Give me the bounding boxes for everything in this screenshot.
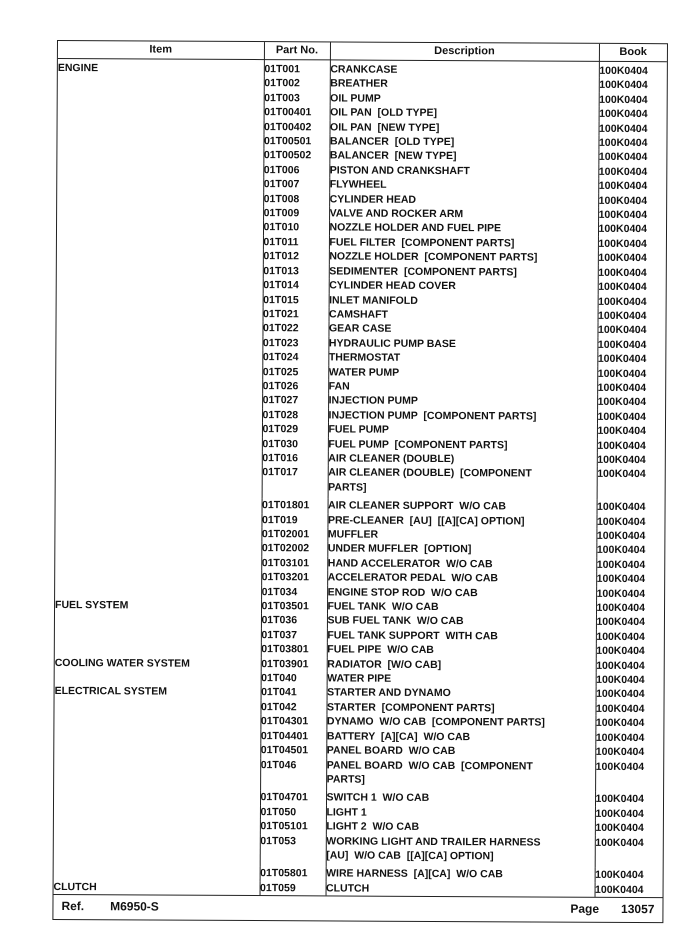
item-cell xyxy=(54,789,260,804)
description-cell: WATER PIPE xyxy=(327,671,596,687)
book-cell: 100K0404 xyxy=(598,194,648,207)
description-cell: DYNAMO W/O CAB [COMPONENT PARTS] xyxy=(326,715,595,731)
part-no-cell: 01T00401 xyxy=(264,105,330,120)
description-cell: ENGINE STOP ROD W/O CAB xyxy=(327,585,596,601)
book-cell: 100K0404 xyxy=(596,544,646,557)
description-cell: BALANCER [OLD TYPE] xyxy=(329,134,598,150)
item-cell: COOLING WATER SYSTEM xyxy=(55,656,261,671)
book-cell: 100K0404 xyxy=(596,515,646,528)
item-cell xyxy=(56,378,262,393)
part-no-cell: 01T026 xyxy=(262,379,328,394)
item-cell xyxy=(57,248,263,263)
description-cell: PANEL BOARD W/O CAB [COMPONENT PARTS] xyxy=(326,758,595,792)
item-cell xyxy=(57,219,263,234)
part-no-cell: 01T021 xyxy=(263,307,329,322)
book-cell: 100K0404 xyxy=(596,616,645,629)
item-cell xyxy=(57,176,263,191)
description-cell: LIGHT 1 xyxy=(326,805,595,821)
book-cell: 100K0404 xyxy=(598,223,648,236)
description-cell: CYLINDER HEAD COVER xyxy=(329,279,598,295)
item-cell xyxy=(56,392,262,407)
book-cell: 100K0404 xyxy=(595,731,645,744)
description-cell: INJECTION PUMP xyxy=(328,394,597,410)
book-cell: 100K0404 xyxy=(598,180,648,193)
description-cell: GEAR CASE xyxy=(328,322,597,338)
part-no-cell: 01T029 xyxy=(262,422,328,437)
description-cell: HAND ACCELERATOR W/O CAB xyxy=(327,556,596,572)
book-cell: 100K0404 xyxy=(597,439,646,452)
part-no-cell: 01T002 xyxy=(264,76,330,91)
item-cell xyxy=(54,713,260,728)
table-row xyxy=(56,464,665,500)
description-cell: BATTERY [A][CA] W/O CAB xyxy=(326,729,595,745)
item-cell xyxy=(55,512,261,527)
book-cell: 100K0404 xyxy=(599,79,648,92)
table-row xyxy=(54,756,663,792)
column-header-part-no: Part No. xyxy=(264,42,330,60)
description-cell: OIL PUMP xyxy=(330,91,599,107)
part-no-cell: 01T00502 xyxy=(263,149,329,164)
item-cell xyxy=(57,277,263,292)
item-cell xyxy=(54,865,260,880)
book-cell: 100K0404 xyxy=(598,237,647,250)
book-cell: 100K0404 xyxy=(596,529,646,543)
item-cell xyxy=(56,335,262,350)
column-header-item: Item xyxy=(58,41,264,60)
part-no-cell: 01T034 xyxy=(261,585,327,600)
book-cell: 100K0404 xyxy=(596,630,645,643)
book-cell: 100K0404 xyxy=(595,760,645,773)
item-cell xyxy=(56,364,262,379)
part-no-cell: 01T017 xyxy=(262,465,328,498)
part-no-cell: 01T050 xyxy=(260,805,326,820)
item-cell xyxy=(58,75,264,90)
part-no-cell: 01T037 xyxy=(261,628,327,643)
item-cell xyxy=(55,612,261,627)
page-label: Page xyxy=(570,901,600,917)
description-cell: FAN xyxy=(328,379,597,395)
description-cell: NOZZLE HOLDER [COMPONENT PARTS] xyxy=(329,250,598,266)
part-no-cell: 01T03901 xyxy=(261,657,327,672)
item-cell xyxy=(55,526,261,541)
item-cell xyxy=(57,292,263,307)
description-cell: FLYWHEEL xyxy=(329,178,598,194)
part-no-cell: 01T02002 xyxy=(261,541,327,556)
description-cell: BREATHER xyxy=(330,77,599,93)
part-no-cell: 01T024 xyxy=(262,350,328,365)
description-cell: FUEL TANK SUPPORT WITH CAB xyxy=(327,628,596,644)
description-cell: CLUTCH xyxy=(326,881,595,897)
item-cell xyxy=(56,349,262,364)
part-no-cell: 01T006 xyxy=(263,163,329,178)
part-no-cell: 01T014 xyxy=(263,278,329,293)
description-cell: VALVE AND ROCKER ARM xyxy=(329,206,598,222)
description-cell: STARTER AND DYNAMO xyxy=(327,686,596,702)
item-cell: ENGINE xyxy=(58,59,264,77)
description-cell: LIGHT 2 W/O CAB xyxy=(326,820,595,836)
part-no-cell: 01T05801 xyxy=(260,866,326,881)
book-cell: 100K0404 xyxy=(598,136,648,150)
description-cell: ACCELERATOR PEDAL W/O CAB xyxy=(327,571,596,587)
item-cell: CLUTCH xyxy=(54,880,260,895)
book-cell: 100K0404 xyxy=(599,64,648,78)
item-cell xyxy=(54,804,260,819)
part-no-cell: 01T025 xyxy=(262,365,328,380)
description-cell: FUEL PUMP [COMPONENT PARTS] xyxy=(328,437,597,453)
book-cell: 100K0404 xyxy=(598,295,647,308)
book-cell: 100K0404 xyxy=(597,396,647,409)
book-cell: 100K0404 xyxy=(599,122,648,135)
item-cell xyxy=(54,818,260,833)
description-cell: STARTER [COMPONENT PARTS] xyxy=(326,700,595,716)
book-cell: 100K0404 xyxy=(595,702,645,715)
table-body xyxy=(54,59,667,898)
description-cell: AIR CLEANER (DOUBLE) xyxy=(328,451,597,467)
description-cell: THERMOSTAT xyxy=(328,351,597,367)
description-cell: SWITCH 1 W/O CAB xyxy=(326,791,595,807)
description-cell: FUEL PUMP xyxy=(328,423,597,439)
book-cell: 100K0404 xyxy=(598,252,647,265)
page-number: 13057 xyxy=(621,902,655,917)
description-cell: FUEL TANK W/O CAB xyxy=(327,599,596,615)
book-cell: 100K0404 xyxy=(597,381,647,395)
catalog-page xyxy=(52,40,668,923)
item-cell xyxy=(58,90,264,105)
column-header-description: Description xyxy=(330,42,599,61)
item-cell xyxy=(55,641,261,656)
part-no-cell: 01T03801 xyxy=(261,642,327,657)
item-cell xyxy=(54,756,260,790)
description-cell: INJECTION PUMP [COMPONENT PARTS] xyxy=(328,408,597,424)
description-cell: BALANCER [NEW TYPE] xyxy=(329,149,598,165)
part-no-cell: 01T028 xyxy=(262,408,328,423)
reference-group xyxy=(61,899,184,914)
part-no-cell: 01T008 xyxy=(263,192,329,207)
item-cell xyxy=(55,627,261,642)
page-number-group xyxy=(570,902,654,916)
book-cell: 100K0404 xyxy=(596,659,645,672)
description-cell: WATER PUMP xyxy=(328,365,597,381)
item-cell xyxy=(58,104,264,119)
part-no-cell: 01T030 xyxy=(262,437,328,452)
item-cell xyxy=(56,407,262,422)
item-cell xyxy=(55,540,261,555)
part-no-cell: 01T04401 xyxy=(260,729,326,744)
parts-table xyxy=(54,41,667,897)
book-cell: 100K0404 xyxy=(595,869,644,882)
book-cell: 100K0404 xyxy=(599,93,648,106)
item-cell xyxy=(56,436,262,451)
part-no-cell: 01T016 xyxy=(262,451,328,466)
part-no-cell: 01T053 xyxy=(260,834,326,867)
part-no-cell: 01T036 xyxy=(261,614,327,629)
part-no-cell: 01T009 xyxy=(263,206,329,221)
description-cell: PISTON AND CRANKSHAFT xyxy=(329,163,598,179)
book-cell: 100K0404 xyxy=(598,309,647,322)
book-cell: 100K0404 xyxy=(599,108,648,121)
part-no-cell: 01T011 xyxy=(263,235,329,250)
book-cell: 100K0404 xyxy=(596,688,645,701)
ref-label: Ref. xyxy=(61,899,85,914)
item-cell xyxy=(55,584,261,599)
description-cell: OIL PAN [OLD TYPE] xyxy=(330,106,599,122)
item-cell xyxy=(54,833,260,867)
description-cell: RADIATOR [W/O CAB] xyxy=(327,657,596,673)
description-cell: WIRE HARNESS [A][CA] W/O CAB xyxy=(326,867,595,883)
item-cell xyxy=(57,263,263,278)
book-cell: 100K0404 xyxy=(597,367,647,380)
book-cell: 100K0404 xyxy=(598,280,647,294)
book-cell: 100K0404 xyxy=(597,338,647,351)
book-cell: 100K0404 xyxy=(597,501,646,514)
part-no-cell: 01T001 xyxy=(264,60,330,77)
description-cell: OIL PAN [NEW TYPE] xyxy=(330,120,599,136)
book-cell: 100K0404 xyxy=(596,558,646,571)
part-no-cell: 01T05101 xyxy=(260,819,326,834)
part-no-cell: 01T03501 xyxy=(261,599,327,614)
book-cell: 100K0404 xyxy=(596,645,645,658)
book-cell: 100K0404 xyxy=(598,266,647,279)
description-cell: HYDRAULIC PUMP BASE xyxy=(328,336,597,352)
item-cell xyxy=(56,464,262,498)
item-cell xyxy=(54,728,260,743)
part-no-cell: 01T003 xyxy=(264,91,330,106)
description-cell: INLET MANIFOLD xyxy=(329,293,598,309)
part-no-cell: 01T040 xyxy=(261,671,327,686)
book-cell: 100K0404 xyxy=(597,352,647,366)
part-no-cell: 01T042 xyxy=(260,700,326,715)
item-cell xyxy=(57,133,263,148)
part-no-cell: 01T03101 xyxy=(261,556,327,571)
description-cell: SUB FUEL TANK W/O CAB xyxy=(327,614,596,630)
item-cell xyxy=(57,306,263,321)
book-cell: 100K0404 xyxy=(597,424,646,438)
book-cell: 100K0404 xyxy=(597,468,646,481)
description-cell: MUFFLER xyxy=(327,527,596,543)
part-no-cell: 01T01801 xyxy=(262,498,328,513)
part-no-cell: 01T059 xyxy=(260,881,326,896)
part-no-cell: 01T04501 xyxy=(260,743,326,758)
description-cell: WORKING LIGHT AND TRAILER HARNESS [AU] W/O CAB [[A][CA] OPTION] xyxy=(326,834,595,868)
item-cell xyxy=(57,191,263,206)
page-footer xyxy=(53,894,662,922)
item-cell xyxy=(54,742,260,757)
book-cell: 100K0404 xyxy=(597,453,646,467)
part-no-cell: 01T027 xyxy=(262,393,328,408)
book-cell: 100K0404 xyxy=(595,717,645,730)
part-no-cell: 01T019 xyxy=(261,513,327,528)
description-cell: AIR CLEANER (DOUBLE) [COMPONENT PARTS] xyxy=(328,466,597,500)
description-cell: CAMSHAFT xyxy=(329,307,598,323)
part-no-cell: 01T00501 xyxy=(263,134,329,149)
book-cell: 100K0404 xyxy=(596,601,646,615)
item-cell xyxy=(55,555,261,570)
description-cell: CYLINDER HEAD xyxy=(329,192,598,208)
item-cell xyxy=(56,450,262,465)
item-cell xyxy=(55,569,261,584)
book-cell: 100K0404 xyxy=(596,673,645,687)
description-cell: FUEL FILTER [COMPONENT PARTS] xyxy=(329,235,598,251)
book-cell: 100K0404 xyxy=(595,807,644,820)
description-cell: PRE-CLEANER [AU] [[A][CA] OPTION] xyxy=(327,513,596,529)
part-no-cell: 01T010 xyxy=(263,221,329,236)
item-cell xyxy=(58,119,264,134)
item-cell xyxy=(54,699,260,714)
item-cell xyxy=(57,147,263,162)
ref-value: M6950-S xyxy=(110,899,159,914)
book-cell: 100K0404 xyxy=(596,587,646,600)
part-no-cell: 01T007 xyxy=(263,177,329,192)
part-no-cell: 01T013 xyxy=(263,264,329,279)
description-cell: NOZZLE HOLDER AND FUEL PIPE xyxy=(329,221,598,237)
part-no-cell: 01T041 xyxy=(261,686,327,701)
book-cell: 100K0404 xyxy=(597,410,647,423)
part-no-cell: 01T046 xyxy=(260,758,326,791)
item-cell xyxy=(56,497,262,512)
part-no-cell: 01T00402 xyxy=(264,120,330,135)
column-header-book: Book xyxy=(599,44,667,62)
description-cell: SEDIMENTER [COMPONENT PARTS] xyxy=(329,264,598,280)
book-cell: 100K0404 xyxy=(597,324,647,337)
book-cell: 100K0404 xyxy=(595,821,644,835)
part-no-cell: 01T04701 xyxy=(260,790,326,805)
book-cell: 100K0404 xyxy=(598,208,648,222)
description-cell: CRANKCASE xyxy=(330,60,599,78)
part-no-cell: 01T02001 xyxy=(261,527,327,542)
item-cell xyxy=(56,421,262,436)
part-no-cell: 01T023 xyxy=(262,336,328,351)
part-no-cell: 01T04301 xyxy=(260,714,326,729)
item-cell xyxy=(55,670,261,685)
item-cell xyxy=(57,205,263,220)
description-cell: UNDER MUFFLER [OPTION] xyxy=(327,542,596,558)
book-cell: 100K0404 xyxy=(595,793,645,806)
part-no-cell: 01T012 xyxy=(263,249,329,264)
part-no-cell: 01T03201 xyxy=(261,570,327,585)
table-row xyxy=(54,833,663,869)
item-cell xyxy=(57,234,263,249)
description-cell: FUEL PIPE W/O CAB xyxy=(327,643,596,659)
description-cell: AIR CLEANER SUPPORT W/O CAB xyxy=(328,499,597,515)
book-cell: 100K0404 xyxy=(596,573,646,586)
item-cell: FUEL SYSTEM xyxy=(55,598,261,613)
book-cell: 100K0404 xyxy=(595,883,644,896)
part-no-cell: 01T015 xyxy=(263,293,329,308)
item-cell xyxy=(57,162,263,177)
book-cell: 100K0404 xyxy=(598,165,648,178)
description-cell: PANEL BOARD W/O CAB xyxy=(326,744,595,760)
item-cell: ELECTRICAL SYSTEM xyxy=(55,684,261,699)
part-no-cell: 01T022 xyxy=(262,321,328,336)
item-cell xyxy=(56,320,262,335)
book-cell: 100K0404 xyxy=(595,745,645,759)
book-cell: 100K0404 xyxy=(598,151,648,164)
book-cell: 100K0404 xyxy=(595,836,644,849)
